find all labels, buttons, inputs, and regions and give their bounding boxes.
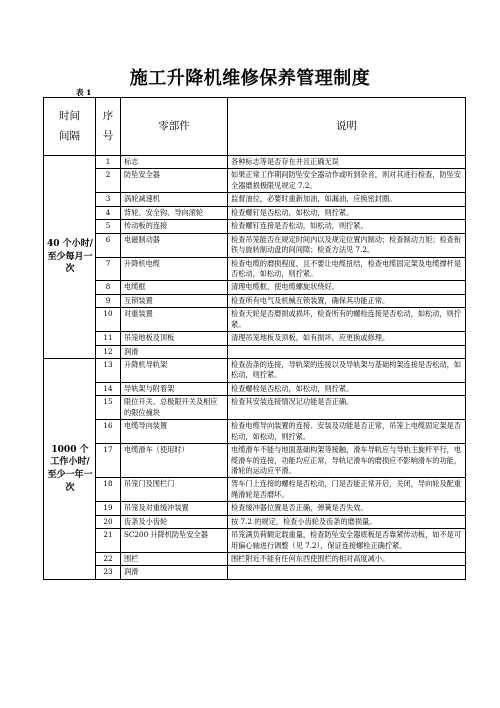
table-row <box>44 502 466 515</box>
row-description: 检查齿条的连接，导轨架的连接以及导轨架与基础构架连接是否松动，如松动，则拧紧。 <box>228 359 466 383</box>
table-row <box>44 281 466 294</box>
table-row <box>44 444 466 478</box>
row-description: 检查电缆的磨损程度，且不要让电缆扭结，检查电缆固定架及电缆撑杆是否松动，如松动，则拧紧。 <box>228 257 466 281</box>
row-number: 17 <box>96 444 121 478</box>
table-row <box>44 382 466 395</box>
row-description: 清理吊笼地板及顶板，如有损坏，应更换或修理。 <box>228 332 466 345</box>
row-part: SC200 升降机防坠安全器 <box>121 529 228 553</box>
row-part: 围栏 <box>121 553 228 566</box>
row-part: 涡轮减速机 <box>121 193 228 206</box>
row-number: 7 <box>96 257 121 281</box>
row-description: 检查所有电气及机械互锁装置，确保其功能正常。 <box>228 294 466 307</box>
table-row <box>44 206 466 219</box>
interval-text: 40 个小时/至少每月一次 <box>47 239 93 275</box>
table-row <box>44 345 466 358</box>
row-description: 清理电缆框，使电缆螺旋状绕好。 <box>228 281 466 294</box>
row-number: 11 <box>96 332 121 345</box>
header-no-line2: 号 <box>102 129 114 142</box>
table-row <box>44 515 466 528</box>
header-desc: 说明 <box>228 98 466 156</box>
interval-text: 1000 个工作小时/至少一年一次 <box>47 444 93 493</box>
table-row <box>44 332 466 345</box>
table-row <box>44 420 466 444</box>
table-body <box>44 156 466 580</box>
row-part: 防坠安全器 <box>121 169 228 193</box>
row-description <box>228 566 466 579</box>
row-part: 润滑 <box>121 345 228 358</box>
row-number: 9 <box>96 294 121 307</box>
row-number: 19 <box>96 502 121 515</box>
row-number: 10 <box>96 308 121 332</box>
row-number: 2 <box>96 169 121 193</box>
row-part: 吊笼门及围栏门 <box>121 478 228 502</box>
row-description: 检查其安装连接情况记功能是否正确。 <box>228 396 466 420</box>
row-number: 12 <box>96 345 121 358</box>
table-row <box>44 156 466 169</box>
row-part: 升降机导轨架 <box>121 359 228 383</box>
row-number: 8 <box>96 281 121 294</box>
table-row <box>44 233 466 257</box>
table-row <box>44 169 466 193</box>
row-part: 电缆框 <box>121 281 228 294</box>
row-number: 6 <box>96 233 121 257</box>
row-part: 电缆滑车（使用时） <box>121 444 228 478</box>
header-interval <box>44 98 96 156</box>
table-row <box>44 308 466 332</box>
table-row <box>44 359 466 383</box>
table-row <box>44 478 466 502</box>
row-description: 检查螺钉是否松动，如松动，则拧紧。 <box>228 206 466 219</box>
row-number: 13 <box>96 359 121 383</box>
row-description: 吊笼满负荷额定载重量，检查防坠安全器底板是否靠紧传动板，如不是可用偏心轴进行调整（见 7.2），保证连接螺栓正确拧紧。 <box>228 529 466 553</box>
header-interval-line1: 时间 <box>59 109 80 122</box>
row-number: 15 <box>96 396 121 420</box>
row-description: 检查天轮是否磨损或损坏，检查所有的螺栓连接是否松动，如松动，则拧紧。 <box>228 308 466 332</box>
row-part: 对重装置 <box>121 308 228 332</box>
row-description: 检查电缆导向装置的连接、安装及功能是否正常，吊笼上电缆固定架是否松动，如松动，则拧紧。 <box>228 420 466 444</box>
row-number: 4 <box>96 206 121 219</box>
row-description: 电缆滑车不能与地面基础构架等接触，滑车导轨应与导轨主旋杆平行，电缆滑车的连接，功能均应正常，导轨记滑车的磨损应不影响滑车的功能，滑轮的运动应平滑。 <box>228 444 466 478</box>
row-part: 齿条及小齿轮 <box>121 515 228 528</box>
row-part: 电缆导向装置 <box>121 420 228 444</box>
row-number: 5 <box>96 220 121 233</box>
row-part: 背轮、安全钩、导向滚轮 <box>121 206 228 219</box>
row-part: 互锁装置 <box>121 294 228 307</box>
header-interval-line2: 间隔 <box>59 129 80 142</box>
row-number: 1 <box>96 156 121 169</box>
row-description: 检查螺栓是否松动，如松动，则拧紧。 <box>228 382 466 395</box>
table-label: 表 1 <box>76 88 92 97</box>
page-title: 施工升降机维修保养管理制度 <box>129 68 371 89</box>
maintenance-table <box>43 97 466 580</box>
row-part: 升降机电缆 <box>121 257 228 281</box>
row-description: 驾车门上连接的螺栓是否松动，门是否能正常开启，关闭，导向轮及配重绳滑轮是否磨坏。 <box>228 478 466 502</box>
row-part: 限位开关、总极限开关及相应的限位撞块 <box>121 396 228 420</box>
header-no-line1: 序 <box>102 109 114 122</box>
table-row <box>44 294 466 307</box>
row-part: 传动板的连接 <box>121 220 228 233</box>
table-row <box>44 257 466 281</box>
row-number: 16 <box>96 420 121 444</box>
row-number: 18 <box>96 478 121 502</box>
row-description: 如果正常工作期间防坠安全器动作或听到杂音，则对其进行检查，防坠安全器磨损极限见规定 7.2。 <box>228 169 466 193</box>
row-description: 检查吊笼能否在规定时间内以及规定位置内制动；检查制动力矩；检查衔铁与旋转制动盘的间间隙；检查方法见 7.2。 <box>228 233 466 257</box>
header-row <box>44 98 466 156</box>
header-no <box>96 98 121 156</box>
row-number: 22 <box>96 553 121 566</box>
table-row <box>44 553 466 566</box>
row-part: 标志 <box>121 156 228 169</box>
table-row <box>44 220 466 233</box>
row-description: 按 7.2 的规定，检查小齿轮及齿条的磨损量。 <box>228 515 466 528</box>
row-number: 3 <box>96 193 121 206</box>
row-number: 21 <box>96 529 121 553</box>
row-number: 23 <box>96 566 121 579</box>
table-row <box>44 396 466 420</box>
row-part: 润滑 <box>121 566 228 579</box>
table-row <box>44 529 466 553</box>
interval-cell <box>44 359 96 580</box>
row-number: 20 <box>96 515 121 528</box>
row-description <box>228 345 466 358</box>
table-row <box>44 566 466 579</box>
row-number: 14 <box>96 382 121 395</box>
row-description: 各种标志等是否存在并且正确无误 <box>228 156 466 169</box>
row-description: 检查螺钉连接是否松动，如松动，则拧紧。 <box>228 220 466 233</box>
row-description: 围栏附近不能有任何东西使围栏的相对高度减小。 <box>228 553 466 566</box>
row-part: 电磁制动器 <box>121 233 228 257</box>
row-part: 吊笼地板及顶板 <box>121 332 228 345</box>
row-description: 监督油位，必要时重新加油，如漏油，应换密封圈。 <box>228 193 466 206</box>
header-part: 零部件 <box>121 98 228 156</box>
row-part: 吊笼及对重缓冲装置 <box>121 502 228 515</box>
table-row <box>44 193 466 206</box>
interval-cell <box>44 156 96 359</box>
row-part: 导轨架与附着架 <box>121 382 228 395</box>
row-description: 检查缓冲器位置是否正确，弹簧是否失效。 <box>228 502 466 515</box>
